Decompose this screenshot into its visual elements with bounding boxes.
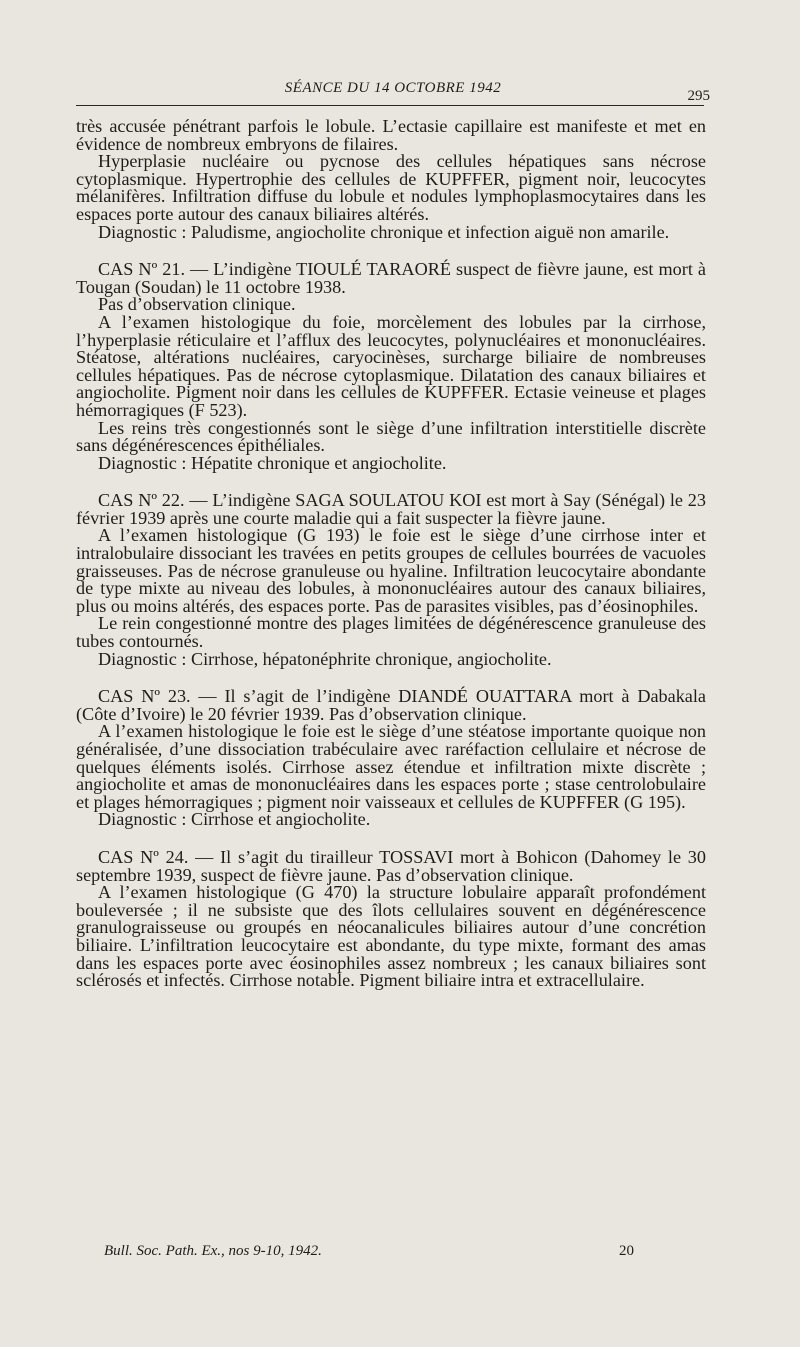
paragraph: Le rein congestionné montre des plages limitées de dégénérescence granuleuse des tubes contournés. [76,613,706,652]
page-footer [104,1243,634,1260]
diagnostic-paragraph: Diagnostic : Cirrhose, hépatonéphrite chronique, angiocholite. [98,648,552,669]
paragraph: A l’examen histologique le foie est le siège d’une stéatose importante quoique non généralisée, d’une dissociation trabéculaire avec raréfaction cellulaire et nécrose de quelques éléments isolés. Cirrhose assez étendue et infiltration mixte discrète ; angiocholite et amas de mononucléaires dans les espaces porte ; stase centrolobulaire et plages hémorragiques ; pigment noir vaisseaux et cellules de KUPFFER (G 195). [76,721,706,812]
paragraph: très accusée pénétrant parfois le lobule. L’ectasie capillaire est manifeste et met en évidence de nombreux embryons de filaires. [76,116,706,154]
case-heading-paragraph: CAS Nº 22. — L’indigène SAGA SOULATOU KOI est mort à Say (Sénégal) le 23 février 1939 après une courte maladie qui a fait suspecter la fièvre jaune. [76,490,706,528]
paragraph: A l’examen histologique du foie, morcèlement des lobules par la cirrhose, l’hyperplasie réticulaire et l’afflux des leucocytes, polynucléaires et mononucléaires. Stéatose, altérations nucléaires, caryocinèses, surcharge biliaire de nombreuses cellules hépatiques. Pas de nécrose cytoplasmique. Dilatation des canaux biliaires et angiocholite. Pigment noir dans les cellules de KUPFFER. Ectasie veineuse et plages hémorragiques (F 523). [76,311,706,420]
paragraph: Hyperplasie nucléaire ou pycnose des cellules hépatiques sans nécrose cytoplasmique. Hypertrophie des cellules de KUPFFER, pigment noir, leucocytes mélanifères. Infiltration diffuse du lobule et nodules lymphoplasmocytaires dans les espaces porte autour des canaux biliaires altérés. [76,151,706,224]
diagnostic-paragraph: Diagnostic : Hépatite chronique et angiocholite. [98,452,447,473]
running-title: SÉANCE DU 14 OCTOBRE 1942 [284,80,502,96]
case-heading-paragraph: CAS Nº 24. — Il s’agit du tirailleur TOSSAVI mort à Bohicon (Dahomey le 30 septembre 1939, suspect de fièvre jaune. Pas d’observation clinique. [76,846,706,885]
page-header [76,80,710,97]
paragraph: A l’examen histologique (G 470) la structure lobulaire apparaît profondément bouleversée ; il ne subsiste que des îlots cellulaires souvent en dégénérescence granulograisseuse ou groupés en néocanalicules biliaires autour d’une concrétion biliaire. L’infiltration leucocytaire est abondante, du type mixte, formant des amas dans les espaces porte avec éosinophiles assez nombreux ; les canaux biliaires sont sclérosés et infectés. Cirrhose notable. Pigment biliaire intra et extracellulaire. [76,882,706,991]
case-heading-paragraph: CAS Nº 23. — Il s’agit de l’indigène DIANDÉ OUATTARA mort à Dabakala (Côte d’Ivoire) le 20 février 1939. Pas d’observation clinique. [76,686,706,724]
header-rule [76,105,704,106]
body-text [76,118,706,990]
case-heading-paragraph: CAS Nº 21. — L’indigène TIOULÉ TARAORÉ suspect de fièvre jaune, est mort à Tougan (Soudan) le 11 octobre 1938. [76,259,706,297]
paragraph: Pas d’observation clinique. [98,294,296,315]
diagnostic-paragraph: Diagnostic : Cirrhose et angiocholite. [98,809,371,830]
diagnostic-paragraph: Diagnostic : Paludisme, angiocholite chronique et infection aiguë non amarile. [98,221,670,242]
signature-mark: 20 [619,1243,634,1259]
paragraph: Les reins très congestionnés sont le siège d’une infiltration interstitielle discrète sans dégénérescences épithéliales. [76,417,706,456]
page-number: 295 [687,88,710,104]
paragraph: A l’examen histologique (G 193) le foie est le siège d’une cirrhose inter et intralobulaire dissociant les travées en petits groupes de cellules bourrées de vacuoles graisseuses. Pas de nécrose granuleuse ou hyaline. Infiltration leucocytaire abondante de type mixte au niveau des lobules, à mononucléaires autour des canaux biliaires, plus ou moins altérés, des espaces porte. Pas de parasites visibles, pas d’éosinophiles. [76,525,706,616]
journal-citation: Bull. Soc. Path. Ex., nos 9-10, 1942. [104,1243,322,1259]
